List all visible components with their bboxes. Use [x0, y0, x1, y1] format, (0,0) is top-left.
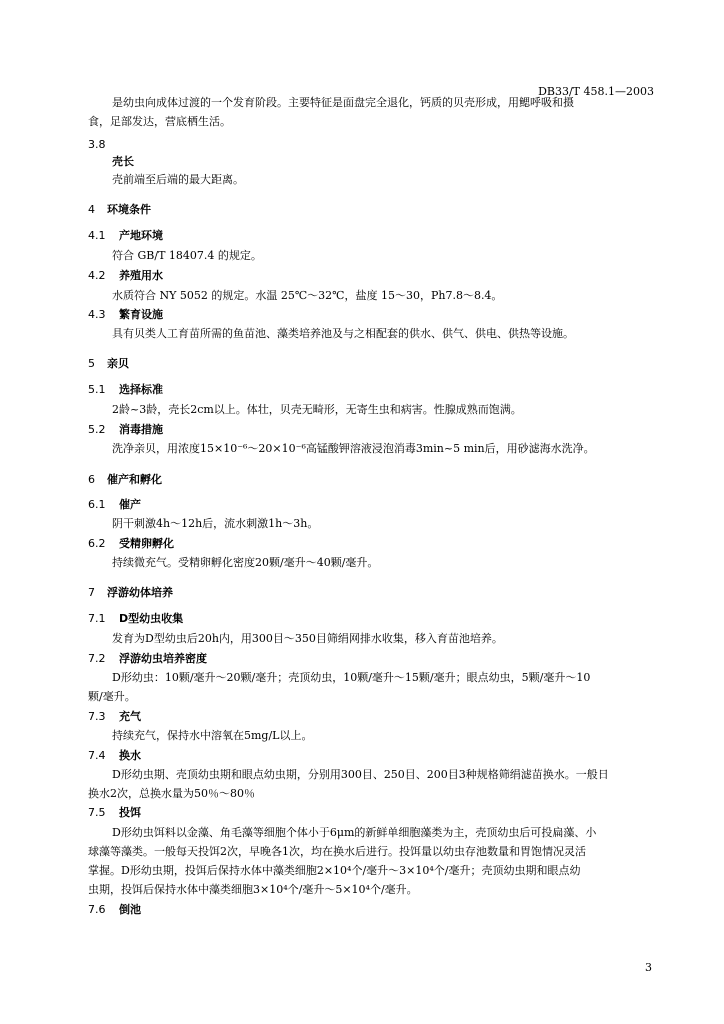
- section-heading: 催产和孵化: [107, 473, 162, 486]
- section-heading: 亲贝: [107, 357, 129, 370]
- body-line: 是幼虫向成体过渡的一个发育阶段。主要特征是面盘完全退化，钙质的贝壳形成，用鳃呼吸和摄: [112, 96, 574, 109]
- body-line: 颗/毫升。: [88, 690, 136, 703]
- subsection-number: 7.1: [88, 612, 106, 625]
- subsection-heading: 投饵: [119, 806, 141, 819]
- body-line: 符合 GB/T 18407.4 的规定。: [112, 249, 262, 262]
- body-line: 食，足部发达，营底栖生活。: [88, 115, 231, 128]
- page-header: DB33/T 458.1—2003: [538, 85, 654, 98]
- subsection-number: 6.1: [88, 498, 106, 511]
- subsection-number: 4.2: [88, 269, 106, 282]
- body-line: 2龄~3龄，壳长2cm以上。体壮，贝壳无畸形，无寄生虫和病害。性腺成熟而饱满。: [112, 403, 522, 416]
- subsection-heading: 消毒措施: [119, 423, 163, 436]
- subsection-number: 4.3: [88, 308, 106, 321]
- body-line: 持续充气，保持水中溶氧在5mg/L以上。: [112, 729, 313, 742]
- body-line: 阴干刺激4h～12h后，流水刺激1h～3h。: [112, 517, 319, 530]
- subsection-heading: 浮游幼虫培养密度: [119, 652, 207, 665]
- subsection-number: 7.4: [88, 749, 106, 762]
- subsection-number: 4.1: [88, 229, 106, 242]
- subsection-heading: 换水: [119, 749, 141, 762]
- subsection-number: 7.3: [88, 710, 106, 723]
- subsection-heading: 产地环境: [119, 229, 163, 242]
- subsection-number: 5.1: [88, 383, 106, 396]
- subsection-heading: 受精卵孵化: [119, 537, 174, 550]
- body-line: 球藻等藻类。一般每天投饵2次，早晚各1次，均在换水后进行。投饵量以幼虫存池数量和胃饱情况灵活: [88, 845, 586, 858]
- subsection-heading: 催产: [119, 498, 141, 511]
- subsection-number: 7.5: [88, 806, 106, 819]
- subsection-heading: 选择标准: [119, 383, 163, 396]
- term-heading: 壳长: [112, 155, 134, 168]
- section-heading: 环境条件: [107, 203, 151, 216]
- body-line: 发育为D型幼虫后20h内，用300目～350目筛绢网排水收集，移入育苗池培养。: [112, 632, 503, 645]
- subsection-heading: 养殖用水: [119, 269, 163, 282]
- body-line: 虫期，投饵后保持水体中藻类细胞3×10⁴个/毫升～5×10⁴个/毫升。: [88, 883, 418, 896]
- body-line: 洗净亲贝，用浓度15×10⁻⁶～20×10⁻⁶高锰酸钾溶液浸泡消毒3min~5 min后，用砂滤海水洗净。: [112, 442, 595, 455]
- subsection-heading: 充气: [119, 710, 141, 723]
- subsection-heading: 繁育设施: [119, 308, 163, 321]
- body-line: D形幼虫饵料以金藻、角毛藻等细胞个体小于6μm的新鲜单细胞藻类为主，壳顶幼虫后可投扁藻、小: [112, 826, 597, 839]
- subsection-number: 7.6: [88, 903, 106, 916]
- section-number: 7: [88, 586, 95, 599]
- body-line: 持续微充气。受精卵孵化密度20颗/毫升～40颗/毫升。: [112, 556, 379, 569]
- body-line: D形幼虫期、壳顶幼虫期和眼点幼虫期，分别用300目、250目、200目3种规格筛绢滤苗换水。一般日: [112, 768, 609, 781]
- section-heading: 浮游幼体培养: [107, 586, 173, 599]
- page-number: 3: [645, 961, 652, 974]
- subsection-heading: 倒池: [119, 903, 141, 916]
- body-line: 掌握。D形幼虫期，投饵后保持水体中藻类细胞2×10⁴个/毫升～3×10⁴个/毫升；壳顶幼虫期和眼点幼: [88, 864, 581, 877]
- subsection-number: 6.2: [88, 537, 106, 550]
- subsection-number: 5.2: [88, 423, 106, 436]
- subsection-heading: D型幼虫收集: [119, 612, 184, 625]
- body-line: D形幼虫：10颗/毫升～20颗/毫升；壳顶幼虫，10颗/毫升～15颗/毫升；眼点幼虫，5颗/毫升～10: [112, 671, 591, 684]
- subsection-number: 7.2: [88, 652, 106, 665]
- body-line: 壳前端至后端的最大距离。: [112, 173, 244, 186]
- section-number: 4: [88, 203, 95, 216]
- body-line: 换水2次，总换水量为50％～80％: [88, 787, 255, 800]
- section-number: 5: [88, 357, 95, 370]
- body-line: 水质符合 NY 5052 的规定。水温 25℃～32℃，盐度 15～30，Ph7.8～8.4。: [112, 289, 503, 302]
- clause-number: 3.8: [88, 138, 106, 151]
- body-line: 具有贝类人工育苗所需的鱼苗池、藻类培养池及与之相配套的供水、供气、供电、供热等设施。: [112, 327, 574, 340]
- section-number: 6: [88, 473, 95, 486]
